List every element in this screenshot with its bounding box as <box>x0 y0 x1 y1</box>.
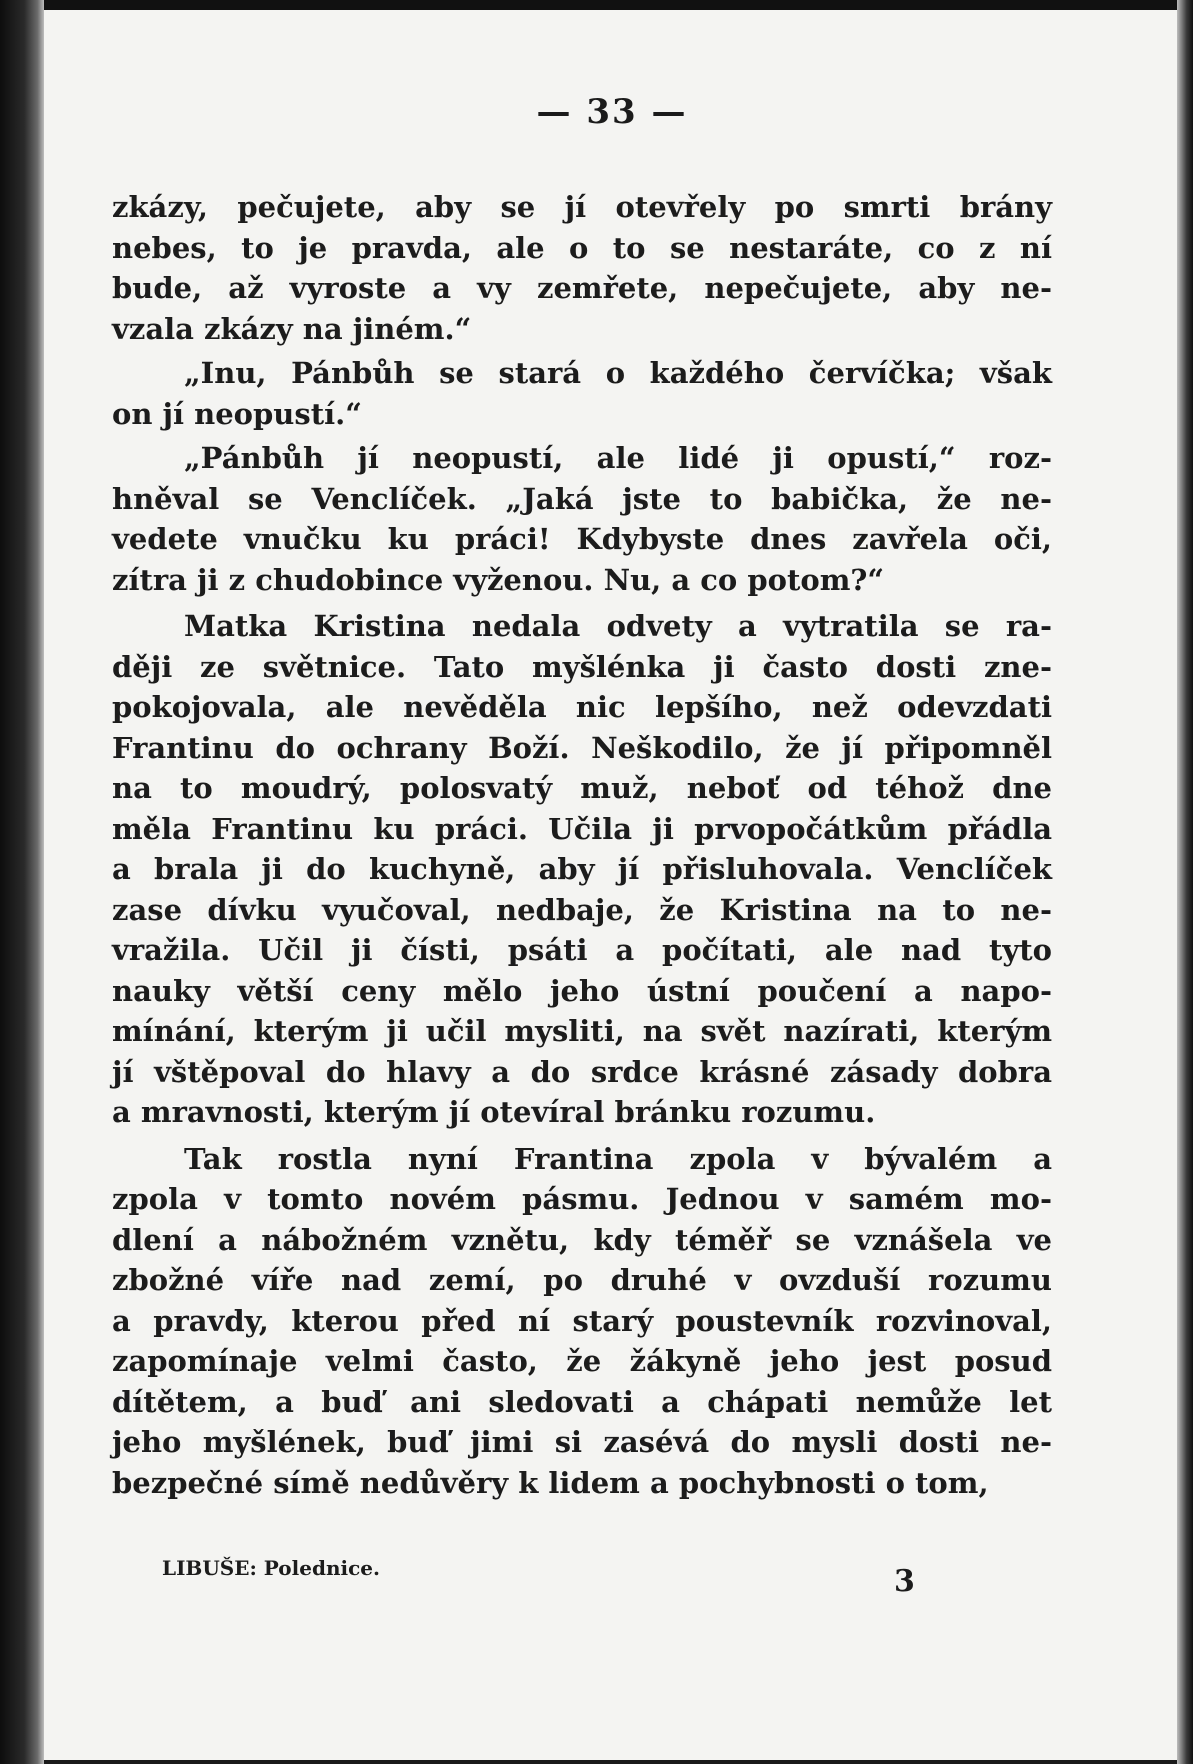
text-line: on jí neopustí.“ <box>112 396 362 431</box>
text-line: „Inu, Pánbůh se stará o každého červíčka; však <box>184 356 1052 390</box>
text-line: zbožné víře nad zemí, po druhé v ovzduší rozumu <box>112 1263 1052 1297</box>
text-line: bezpečné símě nedůvěry k lidem a pochybnosti o tom, <box>112 1465 989 1500</box>
paragraph <box>112 1139 1052 1504</box>
text-line: na to moudrý, polosvatý muž, neboť od téhož dne <box>112 771 1052 805</box>
text-line: dítětem, a buď ani sledovati a chápati nemůže let <box>112 1384 1052 1419</box>
text-line: vražila. Učil ji čísti, psáti a počítati, ale nad tyto <box>112 933 1052 967</box>
text-line: pokojovala, ale nevěděla nic lepšího, než odevzdati <box>112 690 1052 724</box>
text-line: a pravdy, kterou před ní starý poustevník rozvinoval, <box>112 1303 1052 1338</box>
text-line: nauky větší ceny mělo jeho ústní poučení a napo- <box>112 973 1052 1008</box>
text-line: zkázy, pečujete, aby se jí otevřely po smrti brány <box>112 190 1052 224</box>
text-line: zase dívku vyučoval, nedbaje, že Kristina na to ne- <box>112 892 1052 927</box>
paragraph <box>112 353 1052 434</box>
text-line: měla Frantinu ku práci. Učila ji prvopočátkům přádla <box>112 811 1052 846</box>
text-line: hněval se Venclíček. „Jaká jste to babička, že ne- <box>112 481 1052 516</box>
paragraph <box>112 187 1052 349</box>
text-line: a brala ji do kuchyně, aby jí přisluhovala. Venclíček <box>112 852 1052 886</box>
text-line: Frantinu do ochrany Boží. Neškodilo, že jí připomněl <box>112 730 1052 765</box>
page-number-header: — 33 — <box>536 92 688 132</box>
text-line: jí vštěpoval do hlavy a do srdce krásné zásady dobra <box>112 1054 1052 1089</box>
book-spine-shadow <box>0 0 44 1764</box>
text-line: zítra ji z chudobince vyženou. Nu, a co potom?“ <box>112 562 885 597</box>
text-line: jeho myšlének, buď jimi si zasévá do mysli dosti ne- <box>112 1425 1052 1459</box>
text-line: zapomínaje velmi často, že žákyně jeho jest posud <box>112 1344 1052 1378</box>
text-line: dlení a nábožném vznětu, kdy téměř se vznášela ve <box>112 1222 1052 1257</box>
text-line: ději ze světnice. Tato myšlénka ji často dosti zne- <box>112 649 1052 684</box>
book-page <box>44 10 1180 1760</box>
page-edge-shadow <box>1177 0 1193 1764</box>
text-line: zpola v tomto novém pásmu. Jednou v samém mo- <box>112 1182 1052 1216</box>
text-line: Tak rostla nyní Frantina zpola v bývalém a <box>184 1141 1052 1176</box>
text-line: nebes, to je pravda, ale o to se nestaráte, co z ní <box>112 230 1052 265</box>
text-line: a mravnosti, kterým jí otevíral bránku rozumu. <box>112 1095 876 1129</box>
body-text <box>112 187 1052 1503</box>
text-line: bude, až vyroste a vy zemřete, nepečujete, aby ne- <box>112 271 1052 305</box>
text-line: mínání, kterým ji učil mysliti, na svět nazírati, kterým <box>112 1014 1052 1048</box>
signature-mark: 3 <box>894 1564 915 1599</box>
text-line: vzala zkázy na jiném.“ <box>112 311 472 346</box>
paragraph <box>112 606 1052 1133</box>
paragraph <box>112 438 1052 600</box>
text-line: Matka Kristina nedala odvety a vytratila se ra- <box>184 609 1052 643</box>
text-line: vedete vnučku ku práci! Kdybyste dnes zavřela oči, <box>112 522 1052 556</box>
text-line: „Pánbůh jí neopustí, ale lidé ji opustí,“ roz- <box>184 441 1052 475</box>
footer-title: LIBUŠE: Polednice. <box>162 1556 380 1580</box>
